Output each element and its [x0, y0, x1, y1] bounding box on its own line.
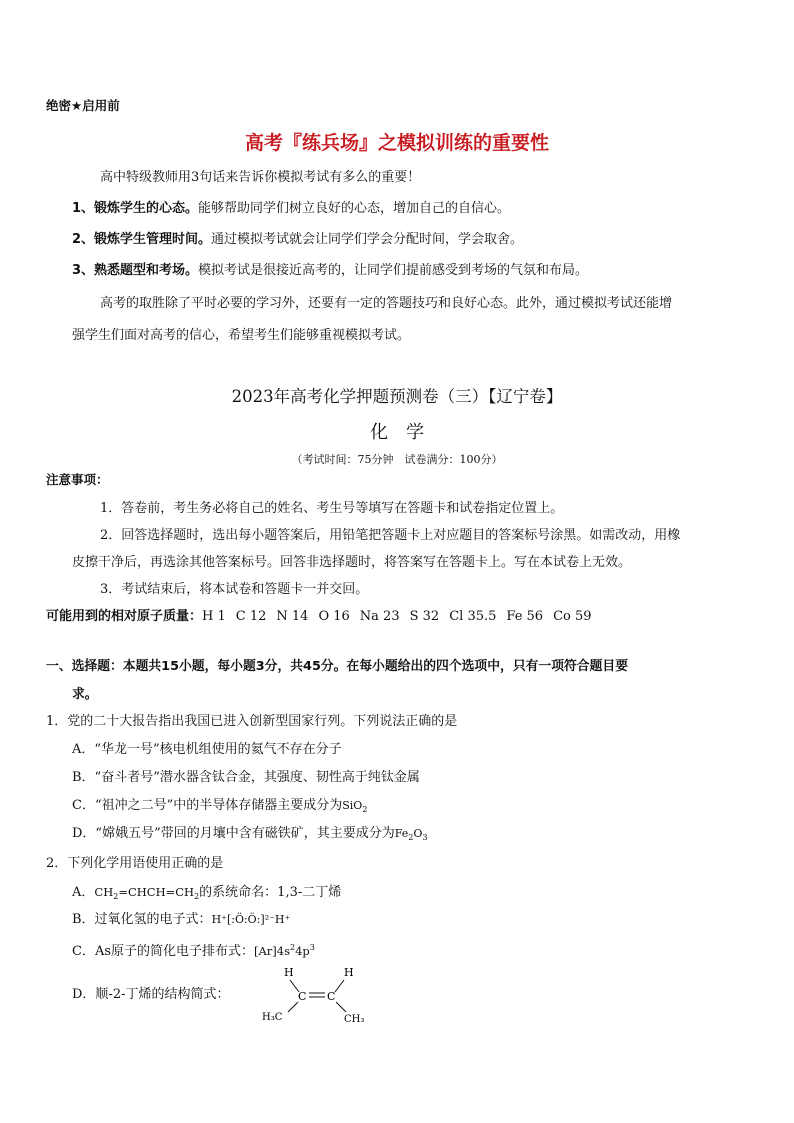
- bond-line: [288, 1002, 298, 1012]
- atomic-mass: S 32: [409, 609, 440, 624]
- q1-option-d-text: D．“嫦娥五号”带回的月壤中含有磁铁矿，其主要成分为: [72, 826, 395, 841]
- promo-point-title: 2、锻炼学生管理时间。: [72, 232, 212, 247]
- q1-option-c-text: C．“祖冲之二号”中的半导体存储器主要成分为: [72, 798, 343, 813]
- promo-point-1: [72, 200, 510, 218]
- atom-label: H: [284, 966, 294, 979]
- promo-intro: 高中特级教师用3句话来告诉你模拟考试有多么的重要！: [100, 170, 421, 185]
- atomic-mass: O 16: [318, 609, 350, 624]
- atomic-masses: [46, 608, 602, 626]
- q2-option-c: [72, 939, 315, 961]
- formula: =CHCH=CH: [118, 885, 195, 899]
- notes-item-1: 1．答卷前，考生务必将自己的姓名、考生号等填写在答题卡和试卷指定位置上。: [100, 501, 564, 516]
- notes-item-3: 3．考试结束后，将本试卷和答题卡一并交回。: [100, 582, 369, 597]
- subscript: 2: [113, 892, 119, 901]
- exam-subject: 化学: [370, 422, 442, 443]
- q2-option-b: [72, 911, 290, 929]
- q1-option-c: [72, 797, 367, 819]
- atom-label: H: [344, 966, 354, 979]
- cis-2-butene-structure: [258, 964, 378, 1024]
- subscript: 2: [408, 833, 414, 842]
- subscript: 3: [422, 833, 428, 842]
- electron-config: 4p: [295, 944, 310, 958]
- promo-point-3: [72, 262, 588, 280]
- section-1-heading: 一、选择题：本题共15小题，每小题3分，共45分。在每小题给出的四个选项中，只有一项符合题目要: [46, 659, 628, 674]
- atomic-mass: Fe 56: [506, 609, 544, 624]
- atom-label: C: [298, 990, 307, 1003]
- section-1-heading-cont: 求。: [72, 687, 98, 702]
- promo-closing-line-2: 强学生们面对高考的信心，希望考生们能够重视模拟考试。: [72, 328, 411, 343]
- atomic-mass: H 1: [202, 609, 226, 624]
- q2-option-d: D．顺-2-丁烯的结构简式：: [72, 987, 230, 1002]
- promo-point-text: 通过模拟考试就会让同学们学会分配时间，学会取舍。: [211, 232, 524, 247]
- atom-label: C: [327, 990, 336, 1003]
- superscript: 2: [290, 943, 296, 952]
- notes-item-2-cont: 皮擦干净后，再选涂其他答案标号。回答非选择题时，将答案写在答题卡上。写在本试卷上无效。: [72, 555, 632, 570]
- option-label: A．: [72, 885, 95, 900]
- subscript: 2: [362, 805, 368, 814]
- atomic-mass: Cl 35.5: [449, 609, 497, 624]
- q2-option-b-text: B．过氧化氢的电子式：: [72, 912, 212, 927]
- promo-point-2: [72, 231, 523, 249]
- atomic-mass: Na 23: [359, 609, 400, 624]
- bond-line: [336, 1002, 346, 1012]
- q2-option-a-text: 的系统命名：1,3-二丁烯: [199, 885, 342, 900]
- promo-point-text: 模拟考试是很接近高考的，让同学们提前感受到考场的气氛和布局。: [198, 263, 589, 278]
- q1-option-c-formula: SiO: [342, 799, 363, 812]
- formula: CH: [94, 885, 114, 899]
- electron-config: [Ar]4s: [254, 944, 291, 958]
- q2-option-c-text: C．As原子的简化电子排布式：: [72, 944, 255, 959]
- promo-closing-line-1: 高考的取胜除了平时必要的学习外，还要有一定的答题技巧和良好心态。此外，通过模拟考试还能增: [100, 296, 673, 311]
- promo-point-title: 3、熟悉题型和考场。: [72, 263, 199, 278]
- promo-title: 高考『练兵场』之模拟训练的重要性: [244, 132, 549, 154]
- notes-item-2: 2．回答选择题时，选出每小题答案后，用铅笔把答题卡上对应题目的答案标号涂黑。如需改动，用橡: [100, 528, 681, 543]
- q1-option-d-formula: Fe: [394, 827, 409, 840]
- exam-title: 2023年高考化学押题预测卷（三）【辽宁卷】: [231, 387, 563, 406]
- q2-stem: 2．下列化学用语使用正确的是: [46, 856, 224, 871]
- q1-option-d: [72, 825, 427, 847]
- q1-stem: 1．党的二十大报告指出我国已进入创新型国家行列。下列说法正确的是: [46, 714, 458, 729]
- notes-heading: 注意事项：: [46, 472, 109, 487]
- exam-info: （考试时间：75分钟 试卷满分：100分）: [291, 453, 503, 466]
- atom-label: H₃C: [262, 1012, 283, 1023]
- q1-option-b: B．“奋斗者号”潜水器含钛合金，其强度、韧性高于纯钛金属: [72, 770, 420, 785]
- q1-option-a: A．“华龙一号”核电机组使用的氦气不存在分子: [72, 742, 342, 757]
- atomic-masses-label: 可能用到的相对原子质量：: [46, 609, 203, 624]
- subscript: 2: [194, 892, 200, 901]
- promo-point-text: 能够帮助同学们树立良好的心态，增加自己的自信心。: [198, 201, 511, 216]
- atomic-mass: Co 59: [553, 609, 592, 624]
- bond-line: [335, 980, 344, 992]
- promo-point-title: 1、锻炼学生的心态。: [72, 201, 199, 216]
- q1-option-d-formula: O: [413, 827, 423, 840]
- superscript: 3: [309, 943, 315, 952]
- atomic-mass: C 12: [235, 609, 267, 624]
- atomic-mass: N 14: [276, 609, 309, 624]
- electron-formula: H⁺[:Ö:Ö:]²⁻H⁺: [211, 913, 291, 926]
- secret-label: 绝密★启用前: [46, 98, 120, 113]
- q2-option-a: [72, 883, 341, 906]
- atom-label: CH₃: [344, 1014, 365, 1024]
